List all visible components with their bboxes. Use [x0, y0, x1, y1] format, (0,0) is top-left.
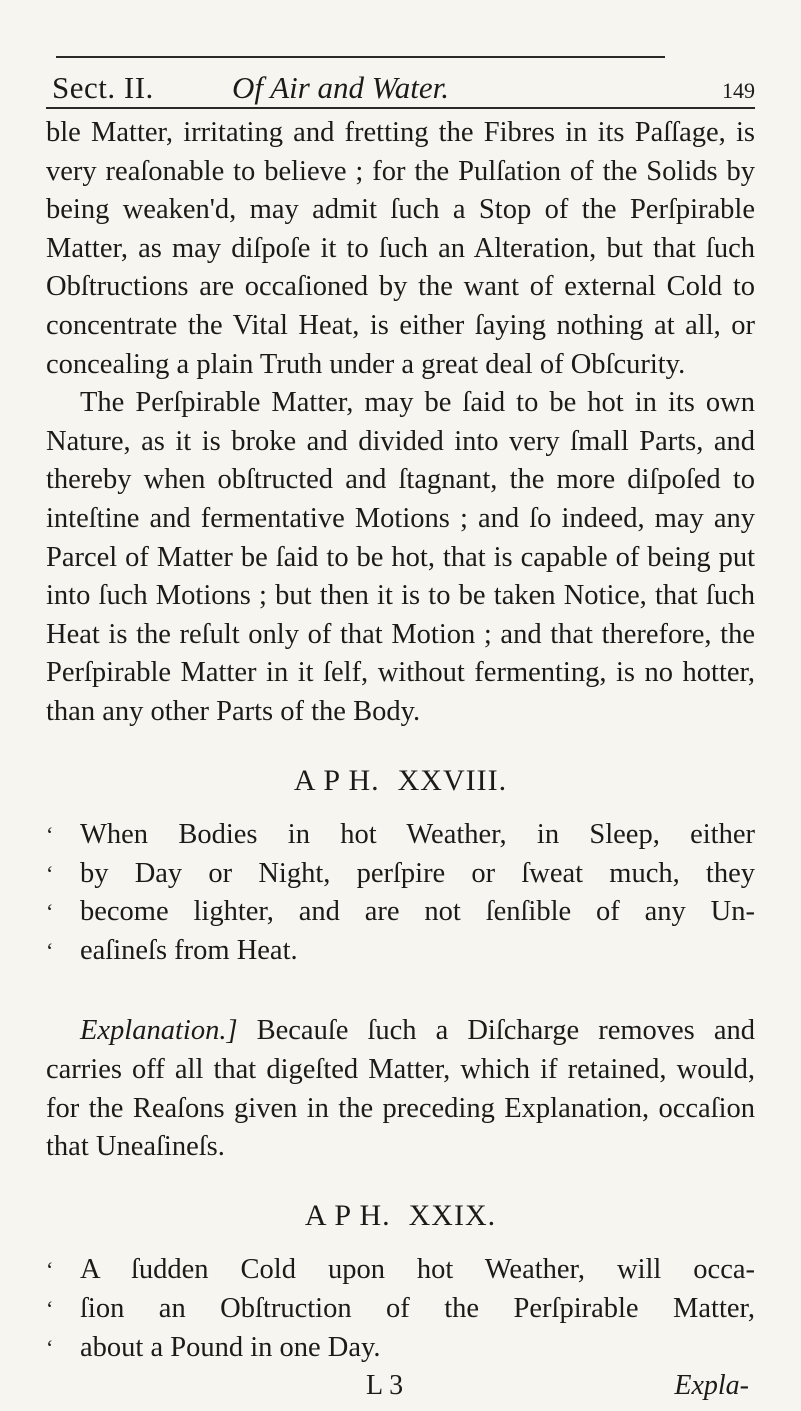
quote-text: When Bodies in hot Weather, in Sleep, either	[80, 819, 755, 851]
main-text	[46, 114, 755, 1411]
quote-line	[46, 1251, 755, 1290]
aphorism-prefix: A P H.	[293, 763, 380, 797]
explanation-label: Explanation.]	[80, 1015, 238, 1047]
aphorism-quote-29	[46, 1251, 755, 1367]
quote-mark: ‘	[46, 822, 54, 848]
quote-line	[46, 1290, 755, 1329]
header-top-rule	[56, 56, 665, 58]
quote-text: become lighter, and are not ſenſible of any Un-	[80, 896, 755, 928]
quote-mark: ‘	[46, 860, 54, 886]
aphorism-prefix: A P H.	[304, 1198, 391, 1232]
quote-text: eaſineſs from Heat.	[80, 934, 298, 966]
quote-line	[46, 1329, 755, 1368]
aphorism-heading-29	[46, 1197, 755, 1236]
explanation-paragraph	[46, 1012, 755, 1166]
signature-mark: L 3	[366, 1370, 404, 1402]
quote-text: ſion an Obſtruction of the Perſpirable Matter,	[80, 1293, 755, 1325]
explanation-text: Becauſe ſuch a Diſcharge removes and carries off all that digeſted Matter, which if retained, would, for the Reaſons given in the preceding Explanation, occaſion that Uneaſineſs.	[46, 1015, 755, 1163]
paragraph-perspirable-matter: The Perſpirable Matter, may be ſaid to be hot in its own Nature, as it is broke and divided into very ſmall Parts, and thereby when obſtructed and ſtagnant, the more diſpoſed to inteſtine and fermentative Motions ; and ſo indeed, may any Parcel of Matter be ſaid to be hot, that is capable of being put into ſuch Motions ; but then it is to be taken Notice, that ſuch Heat is the reſult only of that Motion ; and that therefore, the Perſpirable Matter in it ſelf, without fermenting, is no hotter, than any other Parts of the Body.	[46, 387, 755, 727]
quote-mark: ‘	[46, 1334, 54, 1360]
quote-line	[46, 855, 755, 894]
quote-mark: ‘	[46, 937, 54, 963]
aphorism-number: XXVIII.	[397, 763, 508, 797]
aphorism-quote-28	[46, 816, 755, 970]
quote-line	[46, 932, 755, 971]
quote-text: by Day or Night, perſpire or ſweat much, they	[80, 857, 755, 889]
running-head	[46, 0, 755, 104]
quote-mark: ‘	[46, 899, 54, 925]
quote-line	[46, 893, 755, 932]
quote-mark: ‘	[46, 1257, 54, 1283]
quote-line	[46, 816, 755, 855]
page-footer	[46, 1367, 755, 1411]
header-rule	[46, 107, 755, 109]
quote-text: about a Pound in one Day.	[80, 1331, 381, 1363]
quote-text: A ſudden Cold upon hot Weather, will occa-	[80, 1254, 755, 1286]
paragraph-continued: ble Matter, irritating and fretting the Fibres in its Paſſage, is very reaſonable to believe ; for the Pulſation of the Solids by being weaken'd, may admit ſuch a Stop of the Perſpirable Matter, as may diſpoſe it to ſuch an Alteration, but that ſuch Obſtructions are occaſioned by the want of external Cold to concentrate the Vital Heat, is either ſaying nothing at all, or concealing a plain Truth under a great deal of Obſcurity.	[46, 117, 755, 380]
catchword: Expla-	[674, 1370, 749, 1402]
page-number: 149	[722, 78, 755, 103]
running-title: Of Air and Water.	[232, 70, 450, 105]
aphorism-heading-28	[46, 762, 755, 801]
section-label: Sect. II.	[52, 70, 154, 105]
quote-mark: ‘	[46, 1296, 54, 1322]
aphorism-number: XXIX.	[408, 1198, 497, 1232]
